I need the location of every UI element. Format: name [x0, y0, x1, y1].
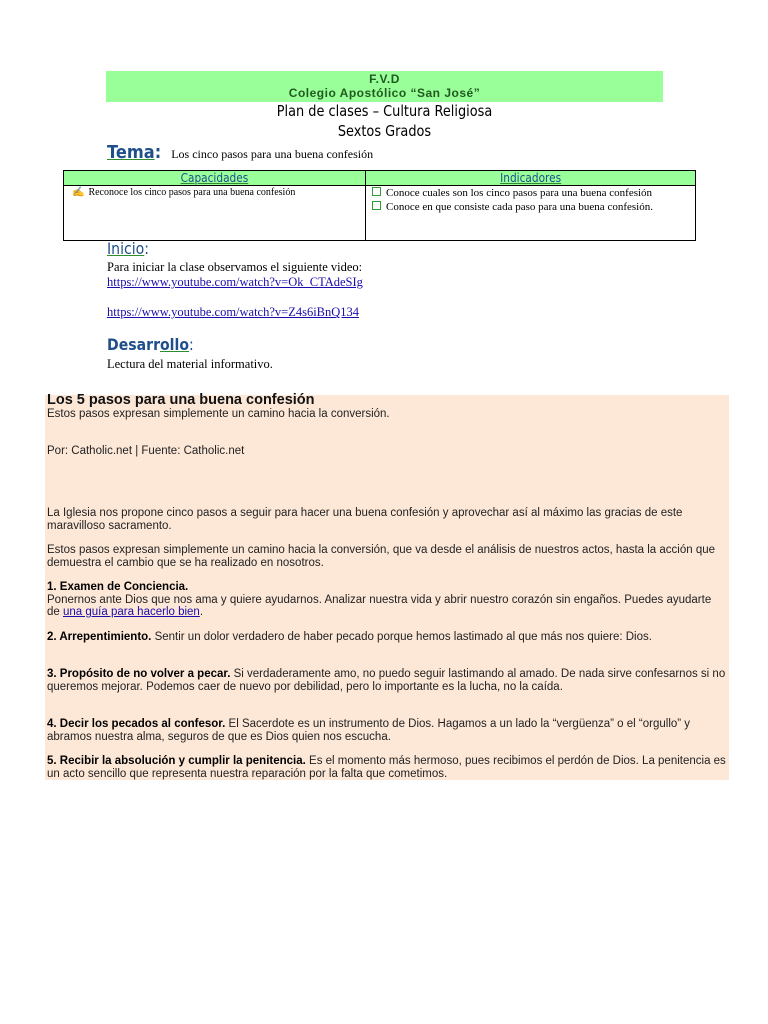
guide-link[interactable]: una guía para hacerlo bien — [63, 606, 200, 618]
inicio-text: Para iniciar la clase observamos el siguiente video: — [107, 260, 363, 274]
checkbox-icon — [372, 187, 381, 196]
step-2-title: 2. Arrepentimiento. — [47, 631, 152, 643]
step-5: 5. Recibir la absolución y cumplir la penitencia. Es el momento más hermoso, pues recibimos el perdón de Dios. La penitencia es un acto sencillo que representa nuestra reparación por la falta que cometimos. — [47, 755, 726, 780]
plan-title: Plan de clases – Cultura Religiosa — [276, 102, 493, 120]
pencil-icon: ✍ — [72, 187, 85, 198]
org-line-2: Colegio Apostólico “San José” — [288, 86, 481, 100]
article-title: Los 5 pasos para una buena confesión — [47, 392, 315, 408]
checkbox-icon — [372, 201, 381, 210]
tema-label: Tema: — [107, 142, 162, 163]
table-header-row — [64, 171, 696, 186]
capacidades-table — [63, 170, 696, 241]
desarrollo-heading: Desarrollo: — [107, 335, 194, 354]
header-band — [106, 71, 663, 102]
step-1: 1. Examen de Conciencia. Ponernos ante Dios que nos ama y quiere ayudarnos. Analizar nuestra vida y abrir nuestro corazón sin engaños. Puedes ayudarte de una guía para hacerlo bien. — [47, 581, 712, 618]
grade-title: Sextos Grados — [337, 122, 432, 140]
tema-row — [107, 142, 373, 163]
indicadores-header: Indicadores — [366, 171, 696, 186]
step-2: 2. Arrepentimiento. Sentir un dolor verdadero de haber pecado porque hemos lastimado al que más nos quiere: Dios. — [47, 631, 652, 643]
capacidad-text: Reconoce los cinco pasos para una buena confesión — [88, 187, 296, 198]
capacidad-cell — [64, 186, 366, 241]
article-paragraph: La Iglesia nos propone cinco pasos a seguir para hacer una buena confesión y aprovechar así al máximo las gracias de este maravilloso sacramento. — [47, 507, 683, 532]
desarrollo-text: Lectura del material informativo. — [107, 357, 273, 371]
indicador-item: Conoce cuales son los cinco pasos para una buena confesión — [372, 187, 689, 200]
article-byline: Por: Catholic.net | Fuente: Catholic.net — [47, 445, 245, 457]
step-3: 3. Propósito de no volver a pecar. Si verdaderamente amo, no puedo seguir lastimando al amado. De nada sirve confesarnos si no queremos mejorar. Podemos caer de nuevo por debilidad, pero lo importante es la lucha, no la caída. — [47, 668, 726, 693]
tema-text: Los cinco pasos para una buena confesión — [171, 147, 374, 161]
step-1-title: 1. Examen de Conciencia. — [47, 581, 189, 593]
step-5-title: 5. Recibir la absolución y cumplir la penitencia. — [47, 755, 306, 767]
table-row — [64, 186, 696, 241]
step-4: 4. Decir los pecados al confesor. El Sacerdote es un instrumento de Dios. Hagamos a un lado la “vergüenza” o el “orgullo” y abramos nuestra alma, seguros de que es Dios quien nos escucha. — [47, 718, 691, 743]
capacidades-header: Capacidades — [64, 171, 366, 186]
step-3-title: 3. Propósito de no volver a pecar. — [47, 668, 231, 680]
indicadores-cell — [366, 186, 696, 241]
org-line-1: F.V.D — [369, 72, 400, 86]
indicador-item: Conoce en que consiste cada paso para una buena confesión. — [372, 201, 689, 214]
step-4-title: 4. Decir los pecados al confesor. — [47, 718, 226, 730]
article-subtitle: Estos pasos expresan simplemente un camino hacia la conversión. — [47, 408, 390, 420]
video-link-1[interactable]: https://www.youtube.com/watch?v=Ok_CTAdeSIg — [107, 275, 363, 289]
inicio-heading: Inicio: — [107, 239, 150, 258]
article-paragraph: Estos pasos expresan simplemente un camino hacia la conversión, que va desde el análisis de nuestros actos, hasta la acción que demuestra el cambio que se ha realizado en nosotros. — [47, 544, 716, 569]
video-link-2[interactable]: https://www.youtube.com/watch?v=Z4s6iBnQ134 — [107, 305, 360, 319]
article-block — [45, 392, 729, 780]
